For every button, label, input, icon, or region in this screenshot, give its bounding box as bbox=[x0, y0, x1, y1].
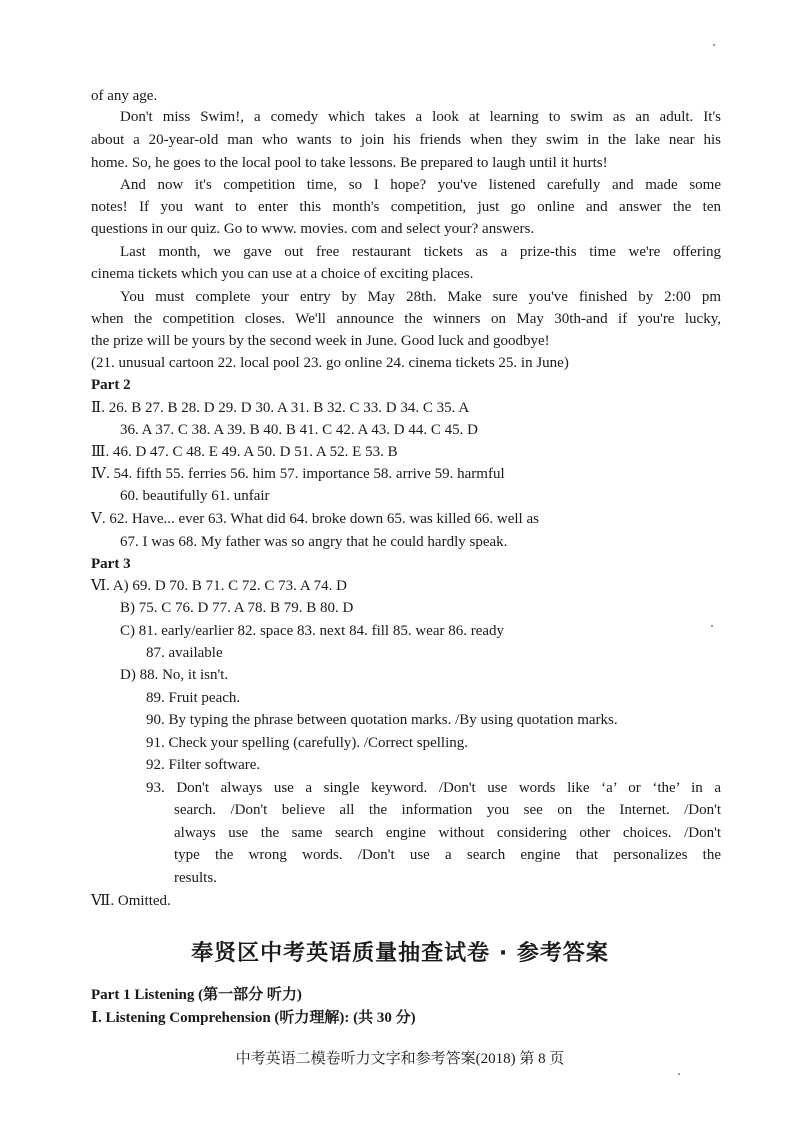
passage-line: questions in our quiz. Go to www. movies. com and select your? answers. bbox=[91, 221, 535, 237]
part1-heading: Part 1 Listening (第一部分 听力) bbox=[91, 987, 302, 1003]
passage-line: when the competition closes. We'll announce the winners on May 30th-and if you're lucky, bbox=[91, 311, 721, 327]
passage-line: about a 20-year-old man who wants to join his friends when they swim in the lake near his bbox=[91, 132, 721, 148]
answer-row: 91. Check your spelling (carefully). /Correct spelling. bbox=[146, 735, 468, 751]
answer-row: 67. I was 68. My father was so angry that he could hardly speak. bbox=[120, 534, 508, 550]
answer-row: D) 88. No, it isn't. bbox=[120, 667, 229, 683]
answer-row: 89. Fruit peach. bbox=[146, 690, 241, 706]
scan-speck bbox=[713, 44, 715, 46]
scan-speck bbox=[711, 625, 713, 627]
answer-row: Ⅶ. Omitted. bbox=[91, 893, 171, 909]
answer-row: always use the same search engine without considering other choices. /Don't bbox=[174, 825, 721, 841]
part3-heading: Part 3 bbox=[91, 556, 131, 572]
passage-line: Last month, we gave out free restaurant tickets as a prize-this time we're offering bbox=[120, 244, 721, 260]
answer-row: Ⅴ. 62. Have... ever 63. What did 64. broke down 65. was killed 66. well as bbox=[91, 511, 539, 527]
answer-row: results. bbox=[174, 870, 217, 886]
answer-key-21-25: (21. unusual cartoon 22. local pool 23. go online 24. cinema tickets 25. in June) bbox=[91, 355, 569, 371]
passage-line: notes! If you want to enter this month's competition, just go online and answer the ten bbox=[91, 199, 721, 215]
scan-speck bbox=[678, 1073, 680, 1075]
answer-row: Ⅳ. 54. fifth 55. ferries 56. him 57. importance 58. arrive 59. harmful bbox=[91, 466, 505, 482]
passage-line: home. So, he goes to the local pool to take lessons. Be prepared to laugh until it hurts! bbox=[91, 155, 608, 171]
answer-row: Ⅱ. 26. B 27. B 28. D 29. D 30. A 31. B 32. C 33. D 34. C 35. A bbox=[91, 400, 470, 416]
passage-line: You must complete your entry by May 28th. Make sure you've finished by 2:00 pm bbox=[120, 289, 721, 305]
answer-row: 90. By typing the phrase between quotation marks. /By using quotation marks. bbox=[146, 712, 618, 728]
passage-line: of any age. bbox=[91, 88, 158, 104]
answer-row: 36. A 37. C 38. A 39. B 40. B 41. C 42. A 43. D 44. C 45. D bbox=[120, 422, 478, 438]
passage-line: Don't miss Swim!, a comedy which takes a look at learning to swim as an adult. It's bbox=[120, 109, 721, 125]
answer-row: search. /Don't believe all the information you see on the Internet. /Don't bbox=[174, 802, 721, 818]
answer-row: Ⅲ. 46. D 47. C 48. E 49. A 50. D 51. A 52. E 53. B bbox=[91, 444, 398, 460]
listening-comprehension-heading: Ⅰ. Listening Comprehension (听力理解): (共 30 分) bbox=[91, 1010, 416, 1026]
section-title: 奉贤区中考英语质量抽查试卷 · 参考答案 bbox=[191, 941, 609, 966]
answer-row: 60. beautifully 61. unfair bbox=[120, 488, 270, 504]
page-footer: 中考英语二模卷听力文字和参考答案(2018) 第 8 页 bbox=[235, 1051, 565, 1067]
passage-line: the prize will be yours by the second week in June. Good luck and goodbye! bbox=[91, 333, 550, 349]
answer-row: Ⅵ. A) 69. D 70. B 71. C 72. C 73. A 74. D bbox=[91, 578, 347, 594]
answer-row: B) 75. C 76. D 77. A 78. B 79. B 80. D bbox=[120, 600, 354, 616]
answer-row: 92. Filter software. bbox=[146, 757, 261, 773]
passage-line: cinema tickets which you can use at a choice of exciting places. bbox=[91, 266, 474, 282]
answer-row: 93. Don't always use a single keyword. /Don't use words like ‘a’ or ‘the’ in a bbox=[146, 780, 721, 796]
answer-row: type the wrong words. /Don't use a search engine that personalizes the bbox=[174, 847, 721, 863]
passage-line: And now it's competition time, so I hope? you've listened carefully and made some bbox=[120, 177, 721, 193]
answer-row: C) 81. early/earlier 82. space 83. next 84. fill 85. wear 86. ready bbox=[120, 623, 505, 639]
part2-heading: Part 2 bbox=[91, 377, 131, 393]
answer-row: 87. available bbox=[146, 645, 223, 661]
